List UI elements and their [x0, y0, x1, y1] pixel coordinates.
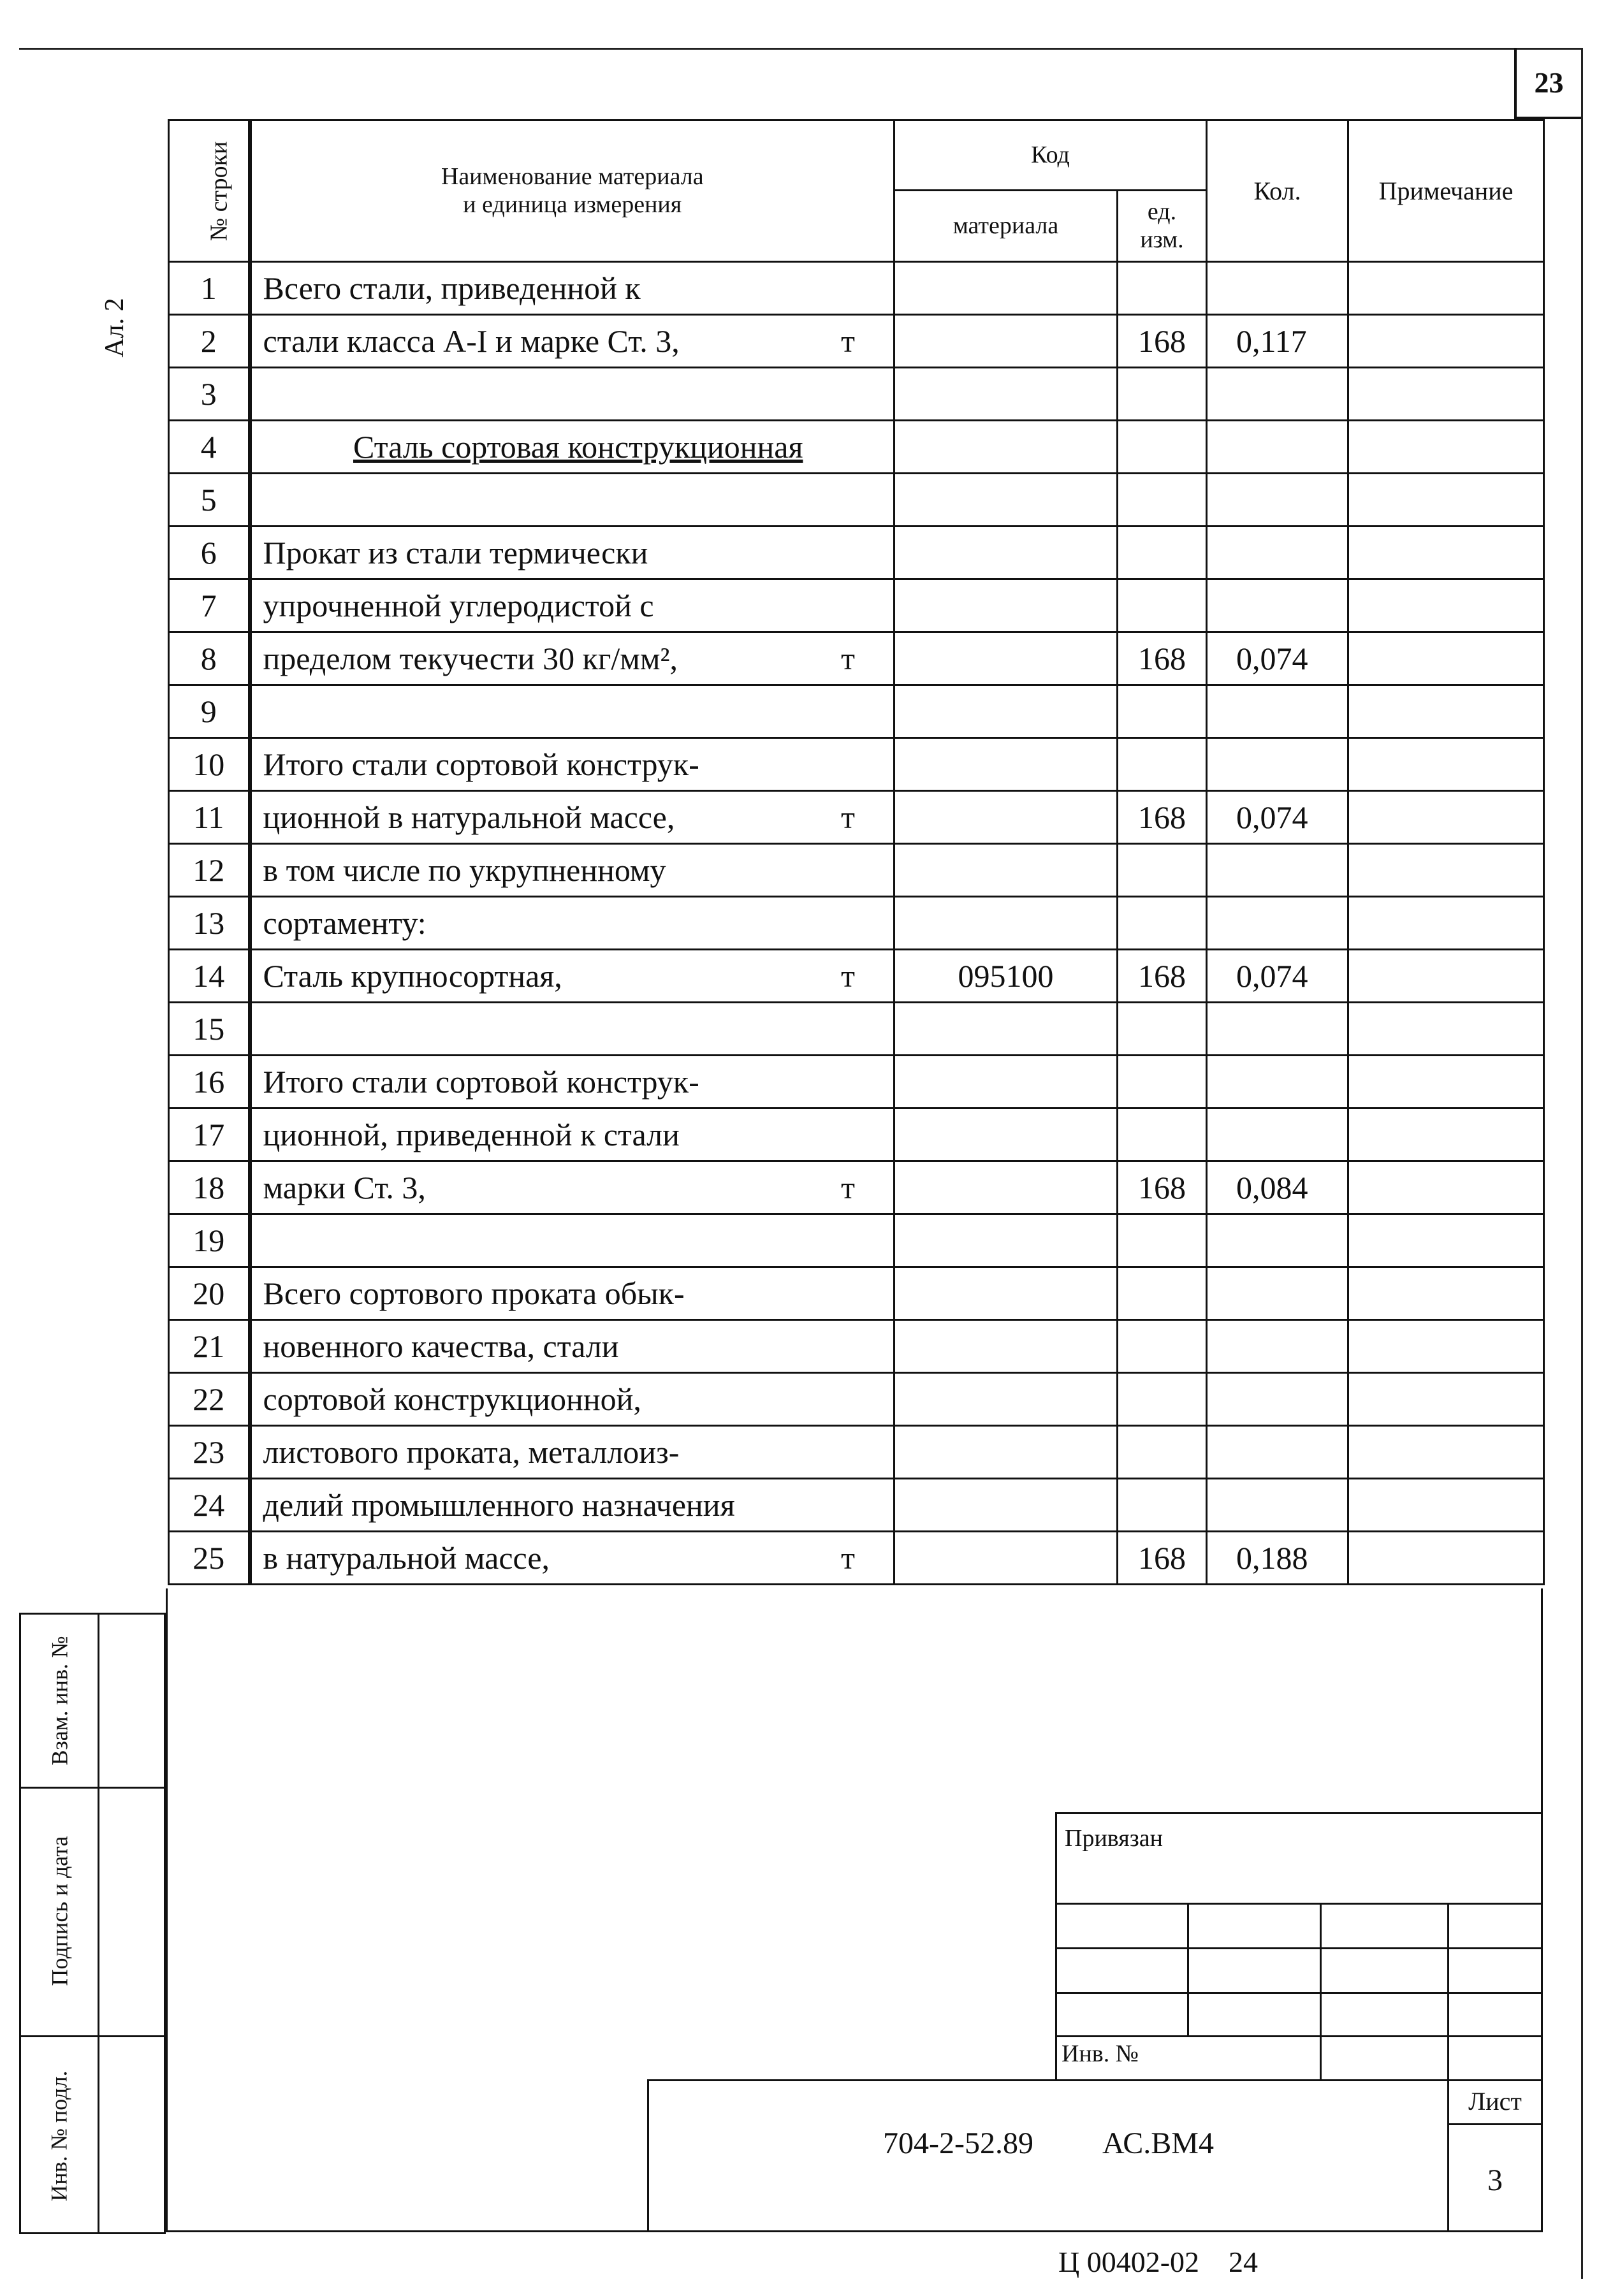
stamp-line: [1055, 1903, 1543, 1905]
material-name: делий промышленного назначения: [263, 1487, 735, 1523]
note: [1348, 1532, 1544, 1585]
stamp-line: [1055, 2035, 1543, 2037]
material-code: [894, 474, 1118, 527]
material-name-cell: [250, 1267, 894, 1320]
unit-code: 168: [1118, 632, 1207, 685]
unit-code: 168: [1118, 1532, 1207, 1585]
material-code: [894, 1320, 1118, 1373]
material-name: ционной в натуральной массе,: [263, 799, 675, 835]
table-row: [169, 1214, 1544, 1267]
note: [1348, 421, 1544, 474]
material-name-cell: [250, 632, 894, 685]
material-code: [894, 368, 1118, 421]
material-name-cell: [250, 738, 894, 791]
note: [1348, 844, 1544, 897]
material-name-cell: [250, 1373, 894, 1426]
material-code: [894, 421, 1118, 474]
quantity: 0,074: [1207, 791, 1348, 844]
left-stamp-strip: [19, 1613, 166, 2234]
quantity: [1207, 1056, 1348, 1108]
note: [1348, 527, 1544, 579]
page-number: 23: [1514, 48, 1581, 119]
stamp-line: [1055, 1947, 1543, 1949]
row-number: 2: [169, 315, 250, 368]
quantity: [1207, 738, 1348, 791]
quantity: [1207, 1426, 1348, 1479]
material-name-cell: [250, 844, 894, 897]
unit-code: 168: [1118, 315, 1207, 368]
unit-code: [1118, 262, 1207, 315]
material-code: [894, 738, 1118, 791]
unit-code: [1118, 844, 1207, 897]
material-name-cell: [250, 1479, 894, 1532]
material-name-cell: [250, 315, 894, 368]
material-code: [894, 685, 1118, 738]
quantity: 0,074: [1207, 950, 1348, 1003]
unit-code: [1118, 579, 1207, 632]
table-row: [169, 791, 1544, 844]
material-code: [894, 844, 1118, 897]
footer-code: Ц 00402-02 24: [1058, 2246, 1259, 2278]
material-code: [894, 1108, 1118, 1161]
unit-code: 168: [1118, 1161, 1207, 1214]
row-number: 5: [169, 474, 250, 527]
material-code: [894, 897, 1118, 950]
material-name-cell: [250, 1161, 894, 1214]
table-row: [169, 1479, 1544, 1532]
right-border: [1581, 48, 1583, 2279]
unit-code: [1118, 1108, 1207, 1161]
row-number: 17: [169, 1108, 250, 1161]
unit-code: 168: [1118, 791, 1207, 844]
quantity: [1207, 1267, 1348, 1320]
unit-code: [1118, 897, 1207, 950]
row-number: 21: [169, 1320, 250, 1373]
material-name: Сталь крупносортная,: [263, 958, 562, 994]
unit-label: т: [841, 958, 855, 994]
table-row: [169, 685, 1544, 738]
table-row: [169, 421, 1544, 474]
material-name: листового проката, металлоиз-: [263, 1434, 680, 1470]
material-code: [894, 1003, 1118, 1056]
unit-code: [1118, 1214, 1207, 1267]
table-row: [169, 1056, 1544, 1108]
quantity: [1207, 1003, 1348, 1056]
table-row: [169, 474, 1544, 527]
table-row: [169, 315, 1544, 368]
material-name-cell: [250, 1108, 894, 1161]
note: [1348, 1373, 1544, 1426]
quantity: [1207, 262, 1348, 315]
table-row: [169, 897, 1544, 950]
table-row: [169, 527, 1544, 579]
sign-date-label: Подпись и дата: [47, 1836, 73, 1986]
unit-label: т: [841, 1540, 855, 1576]
row-number: 19: [169, 1214, 250, 1267]
unit-code: [1118, 1426, 1207, 1479]
quantity: [1207, 368, 1348, 421]
row-number: 3: [169, 368, 250, 421]
quantity: 0,188: [1207, 1532, 1348, 1585]
note: [1348, 632, 1544, 685]
material-code: [894, 579, 1118, 632]
material-name: сортаменту:: [263, 905, 427, 941]
sheet-label: Лист: [1447, 2079, 1543, 2125]
table-row: [169, 844, 1544, 897]
unit-code: [1118, 421, 1207, 474]
row-number: 8: [169, 632, 250, 685]
sheet-number: 3: [1487, 2163, 1503, 2197]
unit-code: [1118, 1479, 1207, 1532]
note: [1348, 950, 1544, 1003]
note: [1348, 1056, 1544, 1108]
quantity: [1207, 685, 1348, 738]
material-code: [894, 527, 1118, 579]
material-name-cell: [250, 1320, 894, 1373]
unit-code: [1118, 1056, 1207, 1108]
row-number: 6: [169, 527, 250, 579]
table-row: [169, 262, 1544, 315]
material-name-cell: [250, 368, 894, 421]
material-name-cell: [250, 262, 894, 315]
table-row: [169, 1373, 1544, 1426]
table-row: [169, 1426, 1544, 1479]
unit-code: [1118, 1003, 1207, 1056]
quantity: [1207, 1108, 1348, 1161]
material-name: Всего стали, приведенной к: [263, 270, 641, 306]
material-name-cell: [250, 791, 894, 844]
material-code: [894, 315, 1118, 368]
material-code: [894, 1479, 1118, 1532]
table-row: [169, 1108, 1544, 1161]
unit-label: т: [841, 323, 855, 359]
row-number: 13: [169, 897, 250, 950]
table-row: [169, 368, 1544, 421]
material-name-cell: [250, 579, 894, 632]
quantity: [1207, 897, 1348, 950]
stamp-line: [1055, 1992, 1543, 1994]
material-name: упрочненной углеродистой с: [263, 588, 654, 623]
row-number: 25: [169, 1532, 250, 1585]
table-row: [169, 1532, 1544, 1585]
row-number: 4: [169, 421, 250, 474]
row-number: 16: [169, 1056, 250, 1108]
note: [1348, 791, 1544, 844]
material-name: в натуральной массе,: [263, 1540, 550, 1576]
row-number: 15: [169, 1003, 250, 1056]
header-note: Примечание: [1348, 120, 1544, 262]
material-code: [894, 1373, 1118, 1426]
replace-inv-cell: [21, 1615, 98, 1787]
note: [1348, 579, 1544, 632]
material-code: [894, 1056, 1118, 1108]
unit-code: 168: [1118, 950, 1207, 1003]
quantity: [1207, 1214, 1348, 1267]
material-name: стали класса А-I и марке Ст. 3,: [263, 323, 680, 359]
material-name: пределом текучести 30 кг/мм²,: [263, 641, 678, 676]
replace-inv-label: Взам. инв. №: [47, 1636, 72, 1766]
row-number: 10: [169, 738, 250, 791]
row-number: 24: [169, 1479, 250, 1532]
material-name-cell: [250, 1532, 894, 1585]
material-code: [894, 1267, 1118, 1320]
quantity: [1207, 1320, 1348, 1373]
quantity: [1207, 474, 1348, 527]
document-code: 704-2-52.89 АС.ВМ4: [883, 2126, 1214, 2160]
unit-label: т: [841, 799, 855, 835]
material-name: новенного качества, стали: [263, 1328, 619, 1364]
quantity: [1207, 1479, 1348, 1532]
note: [1348, 368, 1544, 421]
stamp-line: [1447, 1903, 1449, 2081]
row-number: 1: [169, 262, 250, 315]
row-number: 12: [169, 844, 250, 897]
material-name: сортовой конструкционной,: [263, 1381, 641, 1417]
note: [1348, 738, 1544, 791]
unit-code: [1118, 685, 1207, 738]
material-name-cell: [250, 1214, 894, 1267]
note: [1348, 1003, 1544, 1056]
material-name: Итого стали сортовой конструк-: [263, 746, 699, 782]
stamp-inv-label: Инв. №: [1062, 2040, 1139, 2067]
unit-code: [1118, 1320, 1207, 1373]
material-name-cell: [250, 421, 894, 474]
table-row: [169, 1267, 1544, 1320]
row-number: 20: [169, 1267, 250, 1320]
material-code: [894, 1532, 1118, 1585]
table-row: [169, 1003, 1544, 1056]
header-row-number-label: № строки: [205, 141, 233, 241]
note: [1348, 1426, 1544, 1479]
material-code: [894, 1426, 1118, 1479]
material-name-cell: [250, 1426, 894, 1479]
album-label: Ал. 2: [100, 298, 129, 358]
note: [1348, 315, 1544, 368]
header-code: Код: [894, 120, 1207, 191]
unit-label: т: [841, 641, 855, 676]
quantity: 0,084: [1207, 1161, 1348, 1214]
material-code: [894, 1161, 1118, 1214]
row-number: 23: [169, 1426, 250, 1479]
inv-orig-label: Инв. № подл.: [47, 2070, 72, 2202]
row-number: 11: [169, 791, 250, 844]
sign-date-cell: [21, 1787, 98, 2035]
quantity: [1207, 579, 1348, 632]
material-name-cell: [250, 685, 894, 738]
table-row: [169, 950, 1544, 1003]
note: [1348, 1320, 1544, 1373]
material-code: [894, 1214, 1118, 1267]
material-code: [894, 632, 1118, 685]
stamp-bound-label: Привязан: [1065, 1825, 1163, 1852]
header-code-unit: ед. изм.: [1118, 191, 1207, 262]
unit-code: [1118, 368, 1207, 421]
material-code: 095100: [894, 950, 1118, 1003]
header-code-material: материала: [894, 191, 1118, 262]
unit-code: [1118, 1267, 1207, 1320]
note: [1348, 1108, 1544, 1161]
stamp-line: [1320, 1903, 1322, 2081]
note: [1348, 1267, 1544, 1320]
material-name-cell: [250, 897, 894, 950]
unit-code: [1118, 1373, 1207, 1426]
inv-orig-cell: [21, 2035, 98, 2236]
unit-code: [1118, 527, 1207, 579]
note: [1348, 1214, 1544, 1267]
table-row: [169, 1161, 1544, 1214]
quantity: 0,074: [1207, 632, 1348, 685]
material-name-cell: [250, 1056, 894, 1108]
row-number: 7: [169, 579, 250, 632]
material-name-cell: [250, 474, 894, 527]
note: [1348, 685, 1544, 738]
unit-code: [1118, 474, 1207, 527]
stamp-line: [1187, 1903, 1189, 2037]
unit-code: [1118, 738, 1207, 791]
top-border: [19, 48, 1581, 50]
note: [1348, 474, 1544, 527]
material-name: Прокат из стали термически: [263, 535, 648, 570]
header-name: Наименование материала и единица измерения: [250, 120, 894, 262]
quantity: [1207, 844, 1348, 897]
material-name-cell: [250, 950, 894, 1003]
row-number: 22: [169, 1373, 250, 1426]
quantity: [1207, 1373, 1348, 1426]
quantity: [1207, 527, 1348, 579]
quantity: [1207, 421, 1348, 474]
specification-table: [168, 119, 1545, 1585]
note: [1348, 262, 1544, 315]
material-name: в том числе по укрупненному: [263, 852, 666, 888]
material-code: [894, 262, 1118, 315]
note: [1348, 897, 1544, 950]
row-number: 14: [169, 950, 250, 1003]
row-number: 9: [169, 685, 250, 738]
material-name-cell: [250, 1003, 894, 1056]
quantity: 0,117: [1207, 315, 1348, 368]
material-name: марки Ст. 3,: [263, 1170, 426, 1205]
table-row: [169, 738, 1544, 791]
note: [1348, 1161, 1544, 1214]
section-heading: Сталь сортовая конструкционная: [353, 429, 803, 465]
table-row: [169, 579, 1544, 632]
table-row: [169, 632, 1544, 685]
material-code: [894, 791, 1118, 844]
material-name: ционной, приведенной к стали: [263, 1117, 680, 1152]
material-name-cell: [250, 527, 894, 579]
material-name: Всего сортового проката обык-: [263, 1275, 685, 1311]
header-row-number: [169, 120, 250, 262]
specification-rows: [169, 262, 1544, 1585]
strip-divider: [98, 1615, 99, 2232]
row-number: 18: [169, 1161, 250, 1214]
note: [1348, 1479, 1544, 1532]
unit-label: т: [841, 1170, 855, 1205]
header-qty: Кол.: [1207, 120, 1348, 262]
table-row: [169, 1320, 1544, 1373]
material-name: Итого стали сортовой конструк-: [263, 1064, 699, 1100]
